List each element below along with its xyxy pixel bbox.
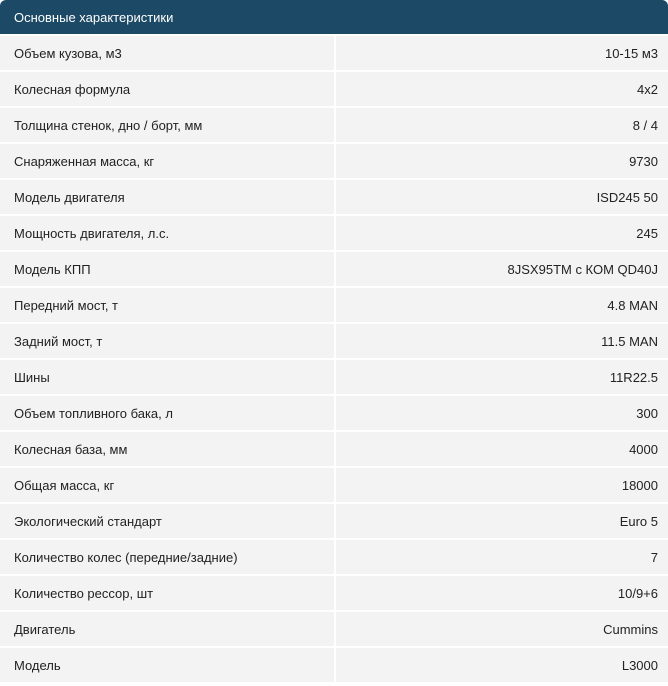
spec-value: 9730 <box>336 144 668 178</box>
spec-name: Объем топливного бака, л <box>0 396 334 430</box>
spec-name: Общая масса, кг <box>0 468 334 502</box>
spec-name: Мощность двигателя, л.с. <box>0 216 334 250</box>
spec-row <box>0 36 668 70</box>
spec-name: Модель КПП <box>0 252 334 286</box>
spec-value: 245 <box>336 216 668 250</box>
spec-row <box>0 180 668 214</box>
spec-row <box>0 468 668 502</box>
spec-name: Колесная формула <box>0 72 334 106</box>
spec-row <box>0 108 668 142</box>
spec-value: 18000 <box>336 468 668 502</box>
spec-row <box>0 324 668 358</box>
spec-value: 8 / 4 <box>336 108 668 142</box>
spec-value: 10/9+6 <box>336 576 668 610</box>
spec-value: 300 <box>336 396 668 430</box>
spec-name: Двигатель <box>0 612 334 646</box>
spec-name: Шины <box>0 360 334 394</box>
spec-row <box>0 576 668 610</box>
section-title: Основные характеристики <box>14 9 174 25</box>
spec-name: Передний мост, т <box>0 288 334 322</box>
spec-value: ISD245 50 <box>336 180 668 214</box>
spec-value: Euro 5 <box>336 504 668 538</box>
spec-row <box>0 504 668 538</box>
spec-row <box>0 396 668 430</box>
spec-name: Снаряженная масса, кг <box>0 144 334 178</box>
spec-name: Модель <box>0 648 334 682</box>
spec-row <box>0 252 668 286</box>
spec-value: 7 <box>336 540 668 574</box>
spec-name: Объем кузова, м3 <box>0 36 334 70</box>
spec-value: Cummins <box>336 612 668 646</box>
spec-value: L3000 <box>336 648 668 682</box>
spec-row <box>0 72 668 106</box>
spec-row <box>0 648 668 682</box>
spec-value: 4000 <box>336 432 668 466</box>
spec-value: 11.5 MAN <box>336 324 668 358</box>
spec-rows <box>0 34 668 682</box>
spec-name: Толщина стенок, дно / борт, мм <box>0 108 334 142</box>
spec-row <box>0 288 668 322</box>
spec-name: Колесная база, мм <box>0 432 334 466</box>
spec-name: Количество колес (передние/задние) <box>0 540 334 574</box>
spec-row <box>0 612 668 646</box>
spec-name: Задний мост, т <box>0 324 334 358</box>
spec-value: 10-15 м3 <box>336 36 668 70</box>
spec-row <box>0 540 668 574</box>
spec-name: Модель двигателя <box>0 180 334 214</box>
spec-value: 4x2 <box>336 72 668 106</box>
spec-row <box>0 360 668 394</box>
specs-header <box>0 0 668 34</box>
spec-name: Количество рессор, шт <box>0 576 334 610</box>
spec-name: Экологический стандарт <box>0 504 334 538</box>
spec-row <box>0 216 668 250</box>
spec-value: 4.8 MAN <box>336 288 668 322</box>
spec-value: 11R22.5 <box>336 360 668 394</box>
spec-value: 8JSX95TM с КОМ QD40J <box>336 252 668 286</box>
spec-row <box>0 432 668 466</box>
spec-row <box>0 144 668 178</box>
